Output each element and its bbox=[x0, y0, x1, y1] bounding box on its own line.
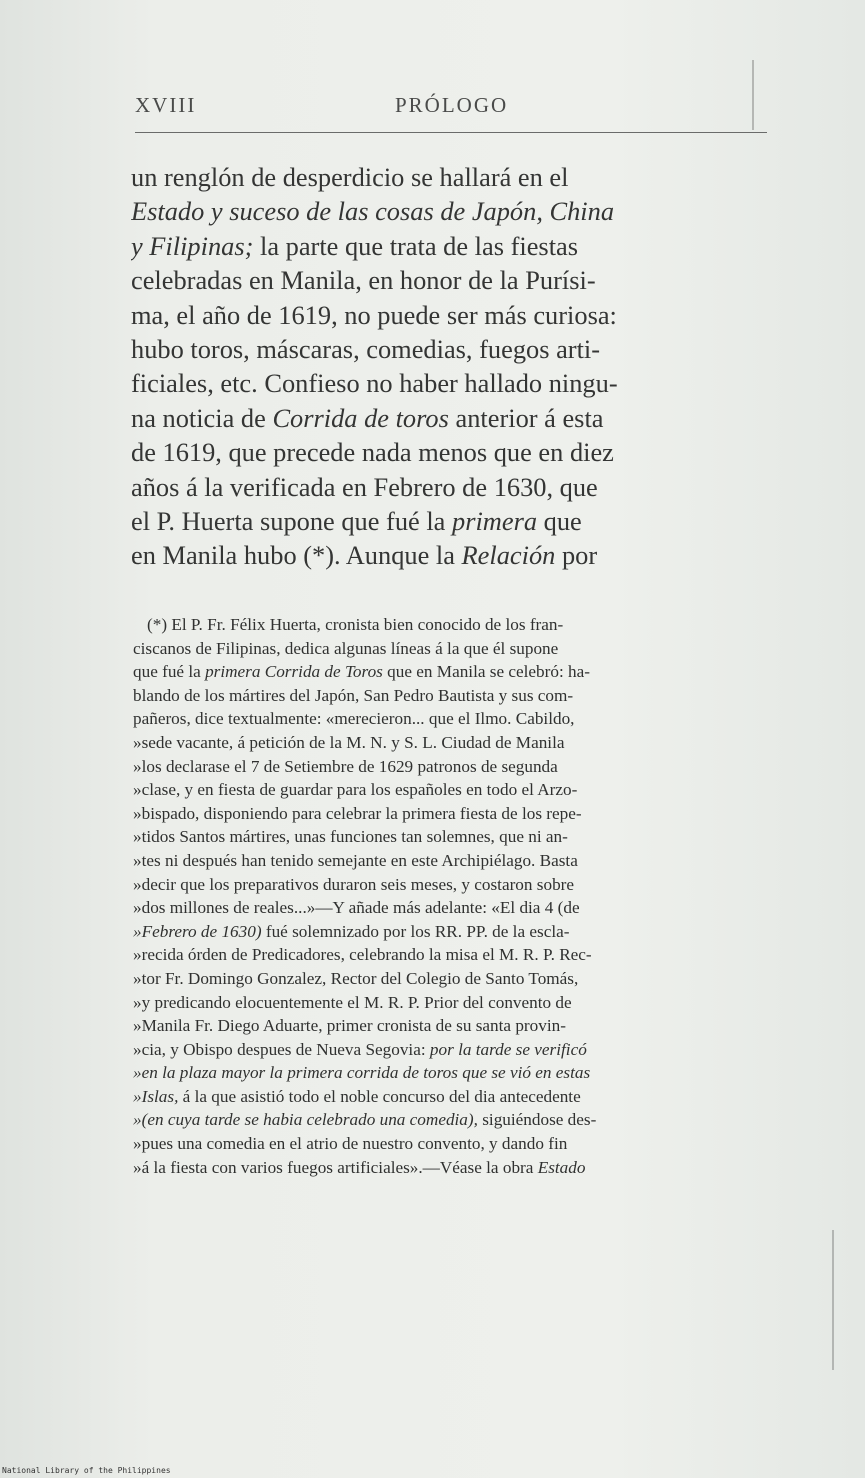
body-line bbox=[131, 504, 771, 538]
text-segment: celebradas en Manila, en honor de la Purísi- bbox=[131, 265, 596, 296]
footnote-line bbox=[133, 920, 763, 944]
footnote bbox=[133, 613, 763, 1179]
text-segment: »pues una comedia en el atrio de nuestro convento, y dando fin bbox=[133, 1134, 568, 1154]
italic-text: »(en cuya tarde se habia celebrado una comedia), bbox=[133, 1110, 478, 1130]
footnote-line bbox=[133, 731, 763, 755]
text-segment: »recida órden de Predicadores, celebrando la misa el M. R. P. Rec- bbox=[133, 945, 592, 965]
body-line bbox=[131, 160, 771, 194]
text-segment: »tes ni después han tenido semejante en este Archipiélago. Basta bbox=[133, 850, 578, 870]
text-segment: fué solemnizado por los RR. PP. de la escla- bbox=[261, 921, 570, 941]
body-line bbox=[131, 298, 771, 332]
italic-text: »en la plaza mayor la primera corrida de toros que se vió en estas bbox=[133, 1063, 591, 1083]
footnote-line bbox=[133, 943, 763, 967]
text-segment: »y predicando elocuentemente el M. R. P. Prior del convento de bbox=[133, 992, 572, 1012]
text-segment: »cia, y Obispo despues de Nueva Segovia: bbox=[133, 1039, 430, 1059]
text-segment: de 1619, que precede nada menos que en diez bbox=[131, 437, 614, 468]
footnote-line bbox=[133, 613, 763, 637]
running-title: PRÓLOGO bbox=[395, 93, 509, 117]
source-credit: National Library of the Philippines bbox=[2, 1466, 171, 1475]
footnote-line bbox=[133, 660, 763, 684]
text-segment: ma, el año de 1619, no puede ser más curiosa: bbox=[131, 299, 617, 330]
body-line bbox=[131, 229, 771, 263]
footnote-line bbox=[133, 1156, 763, 1180]
italic-text: primera bbox=[452, 506, 538, 537]
text-segment: á la que asistió todo el noble concurso del dia antecedente bbox=[178, 1086, 581, 1106]
text-segment: hubo toros, máscaras, comedias, fuegos arti- bbox=[131, 334, 601, 365]
page-edge-mark bbox=[832, 1230, 834, 1370]
footnote-line bbox=[133, 755, 763, 779]
text-segment: (*) El P. Fr. Félix Huerta, cronista bien conocido de los fran- bbox=[147, 615, 564, 634]
footnote-line bbox=[133, 684, 763, 708]
text-segment: en Manila hubo (*). Aunque la bbox=[131, 540, 462, 571]
text-segment: na noticia de bbox=[131, 402, 273, 433]
footnote-line bbox=[133, 1014, 763, 1038]
footnote-line bbox=[133, 849, 763, 873]
italic-text: Estado bbox=[537, 1157, 586, 1177]
italic-text: por la tarde se verificó bbox=[429, 1039, 587, 1059]
footnote-line bbox=[133, 873, 763, 897]
text-segment: »decir que los preparativos duraron seis meses, y costaron sobre bbox=[133, 874, 575, 894]
text-segment: que en Manila se celebró: ha- bbox=[382, 662, 590, 682]
italic-text: primera Corrida de Toros bbox=[205, 662, 383, 682]
footnote-line bbox=[133, 1038, 763, 1062]
footnote-line bbox=[133, 802, 763, 826]
text-segment: que bbox=[537, 506, 582, 537]
footnote-line bbox=[133, 991, 763, 1015]
footnote-line bbox=[133, 896, 763, 920]
text-segment: »tidos Santos mártires, unas funciones tan solemnes, que ni an- bbox=[133, 827, 568, 847]
text-segment: ficiales, etc. Confieso no haber hallado ningu- bbox=[131, 368, 618, 399]
text-segment: la parte que trata de las fiestas bbox=[253, 230, 579, 261]
body-line bbox=[131, 435, 771, 469]
footnote-line bbox=[133, 778, 763, 802]
text-segment: »clase, y en fiesta de guardar para los españoles en todo el Arzo- bbox=[133, 780, 578, 800]
text-segment: »Manila Fr. Diego Aduarte, primer cronista de su santa provin- bbox=[133, 1016, 566, 1036]
italic-text: Relación bbox=[461, 540, 556, 571]
body-line bbox=[131, 332, 771, 366]
text-segment: »sede vacante, á petición de la M. N. y S. L. Ciudad de Manila bbox=[133, 732, 565, 752]
text-segment: que fué la bbox=[133, 662, 206, 682]
body-line bbox=[131, 401, 771, 435]
footnote-line bbox=[133, 825, 763, 849]
footnote-line bbox=[133, 637, 763, 661]
text-segment: »los declarase el 7 de Setiembre de 1629 patronos de segunda bbox=[133, 756, 558, 776]
body-line bbox=[131, 194, 771, 228]
footnote-line bbox=[133, 1085, 763, 1109]
text-segment: por bbox=[555, 540, 598, 571]
body-line bbox=[131, 366, 771, 400]
text-segment: siguiéndose des- bbox=[477, 1110, 597, 1130]
header-rule bbox=[135, 132, 767, 133]
italic-text: Estado y suceso de las cosas de Japón, China bbox=[131, 196, 615, 227]
footnote-line bbox=[133, 1132, 763, 1156]
footnote-line bbox=[133, 1108, 763, 1132]
text-segment: ciscanos de Filipinas, dedica algunas líneas á la que él supone bbox=[133, 638, 559, 658]
body-line bbox=[131, 538, 771, 572]
page-header bbox=[135, 93, 767, 123]
italic-text: »Febrero de 1630) bbox=[133, 921, 262, 941]
text-segment: »bispado, disponiendo para celebrar la primera fiesta de los repe- bbox=[133, 803, 582, 823]
text-segment: el P. Huerta supone que fué la bbox=[131, 506, 452, 537]
text-segment: »á la fiesta con varios fuegos artificiales».—Véase la obra bbox=[133, 1157, 538, 1177]
folio-number: XVIII bbox=[135, 93, 197, 117]
footnote-line bbox=[133, 707, 763, 731]
text-segment: pañeros, dice textualmente: «merecieron... que el Ilmo. Cabildo, bbox=[133, 709, 575, 729]
italic-text: Corrida de toros bbox=[272, 402, 449, 433]
text-segment: »dos millones de reales...»—Y añade más adelante: «El dia 4 (de bbox=[133, 898, 580, 918]
body-line bbox=[131, 470, 771, 504]
body-text bbox=[131, 160, 771, 573]
text-segment: »tor Fr. Domingo Gonzalez, Rector del Colegio de Santo Tomás, bbox=[133, 968, 579, 988]
italic-text: y Filipinas; bbox=[131, 230, 254, 261]
italic-text: »Islas, bbox=[133, 1086, 179, 1106]
text-segment: blando de los mártires del Japón, San Pedro Bautista y sus com- bbox=[133, 685, 574, 705]
text-segment: anterior á esta bbox=[448, 402, 604, 433]
footnote-line bbox=[133, 967, 763, 991]
footnote-line bbox=[133, 1061, 763, 1085]
body-line bbox=[131, 263, 771, 297]
text-segment: un renglón de desperdicio se hallará en el bbox=[131, 162, 569, 192]
text-segment: años á la verificada en Febrero de 1630, que bbox=[131, 471, 598, 502]
